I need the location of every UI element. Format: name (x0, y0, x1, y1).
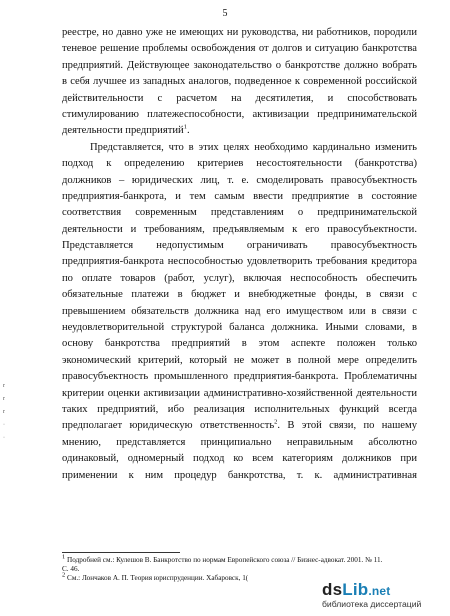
text-line: действительности с расчетом на десятилетия, и способствовать (62, 92, 417, 104)
text-line: одинаковый, одномерный подход ко всем категориям должников при (62, 453, 417, 465)
text-line: предприятия-банкрота, и тем самым ввести предприятие в состояние (62, 190, 417, 202)
footnote-ref: 2 (274, 418, 278, 426)
dslib-logo: dsLib.net (322, 580, 391, 599)
text-line: превышением обязательств должника над его имуществом или в связи с (62, 305, 417, 317)
text-line: предприятий. Действующее законодательство о банкротстве должно вобрать (62, 59, 417, 71)
text-line: применении к ним процедур банкротства, т. к. административная (62, 469, 417, 481)
text-line: основу банкротства предприятий в этом аспекте положен только (62, 338, 417, 350)
text-line-content: деятельности предприятий (62, 125, 184, 137)
footnote-1 (62, 553, 417, 565)
footnote-text: Подробней см.: Кулешов В. Банкротство по нормам Европейского союза // Бизнес-адвокат. 2001. № 11. (67, 556, 383, 564)
text-line: реестре, но давно уже не имеющих ни руководства, ни работников, породили (62, 27, 417, 38)
text-line: экономический критерий, который не может в полной мере определить (62, 354, 417, 366)
text-line: критерии оценки активизации административно-хозяйственной деятельности (62, 387, 417, 399)
page-number: 5 (222, 8, 228, 19)
text-line: стимулированию платежеспособности, активизации предпринимательской (62, 108, 417, 120)
footnote-number: 1 (62, 553, 66, 561)
dslib-watermark (322, 580, 440, 610)
text-line: по оплате товаров (работ, услуг), включая неспособность обеспечить (62, 272, 417, 284)
text-line: соответствия современным представлениям о предпринимательской (62, 207, 417, 219)
text-line: таких предприятий, ибо реализация исполнительных функций всегда (62, 403, 417, 415)
text-line: теневое решение проблемы освобождения от долгов и ситуацию банкротства (62, 43, 417, 55)
body-text (62, 25, 417, 484)
footnote-ref: 1 (183, 123, 187, 131)
margin-mark: · (3, 435, 5, 441)
margin-marks (3, 380, 9, 445)
margin-mark: r (3, 409, 5, 415)
text-line: Представляется недопустимым ограничивать правосубъектность (62, 240, 417, 252)
text-line: мнению, представляется принципиально неправильным абсолютно (62, 436, 417, 448)
footnote-1-continuation: С. 46. (62, 565, 80, 574)
text-line: неудовлетворительной структурой баланса должника. Иными словами, в (62, 322, 417, 334)
margin-mark: r (3, 396, 5, 402)
text-line: предприятия-банкрота неспособностью удовлетворить требования кредитора (62, 256, 417, 268)
text-line-content: предполагает юридическую ответственность (62, 420, 275, 432)
text-line: деятельности и требованиям, предъявляемым к его правосубъектности. (62, 223, 417, 235)
footnote-number: 2 (62, 572, 66, 580)
text-line-last: деятельности предприятий$^1$. (62, 123, 190, 137)
text-line: подход к определению критериев несостоятельности (банкротства) (62, 158, 417, 170)
dslib-tagline: библиотека диссертаций (322, 599, 422, 609)
text-line-tail: . В этой связи, по нашему (277, 420, 417, 432)
paragraph-start: Представляется, что в этих целях необходимо кардинально изменить (90, 141, 417, 153)
margin-mark: r (3, 383, 5, 389)
text-line: правосубъектность промышленного предприятия-банкрота. Проблематичны (62, 371, 417, 383)
text-line: обязательные платежи в бюджет и внебюджетные фонды, в связи с (62, 289, 417, 301)
text-line-with-ref (62, 418, 417, 434)
text-line: в себя лучшее из западных аналогов, подведенное к современной российской (62, 76, 417, 88)
margin-mark: · (3, 422, 5, 428)
footnote-text: См.: Лончаков А. П. Теория юриспруденции. Хабаровск, 1( (67, 574, 249, 583)
footnote-divider (62, 552, 180, 553)
text-line: должников – юридических лиц, т. е. смоделировать правосубъектность (62, 174, 417, 186)
